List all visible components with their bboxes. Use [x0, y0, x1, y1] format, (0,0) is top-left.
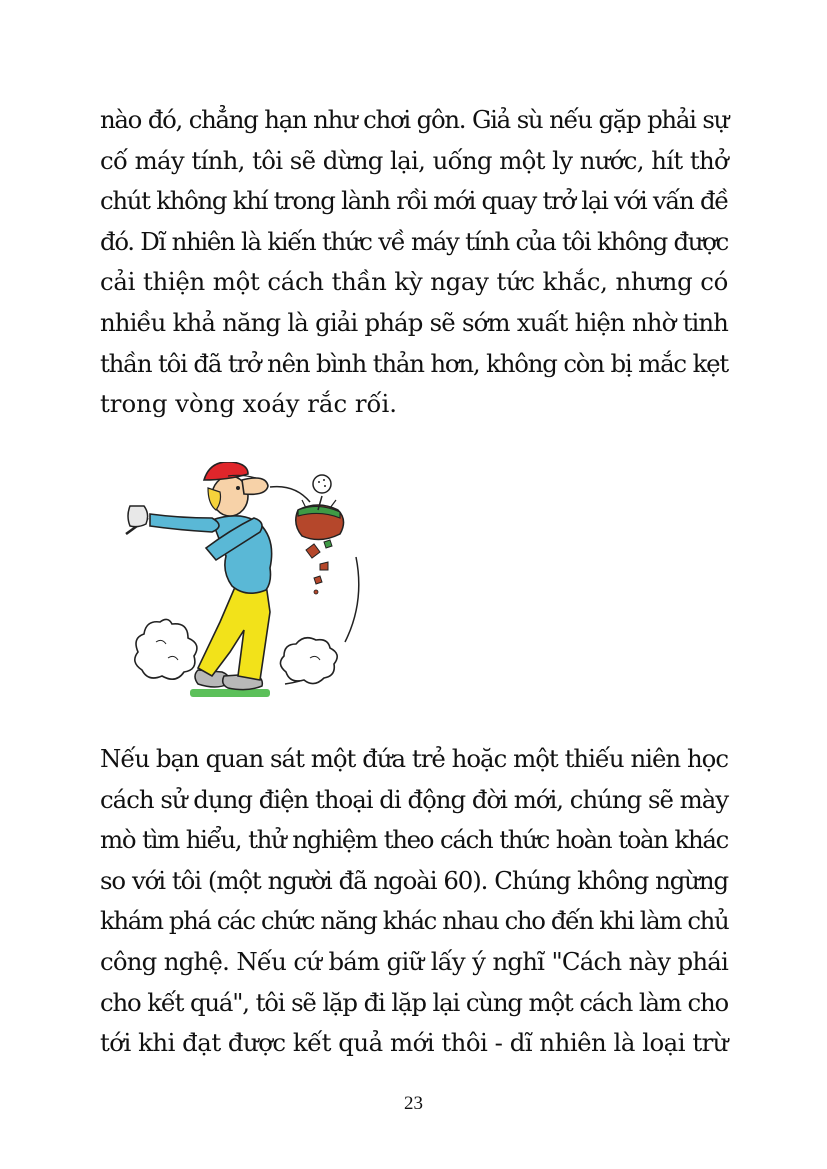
text-line: công nghệ. Nếu cứ bám giữ lấy ý nghĩ "Cách này phái [100, 946, 728, 976]
golfer-eye [236, 486, 240, 490]
swing-arc-line [345, 557, 359, 642]
text-line: thần tôi đã trở nên bình thản hơn, không còn bị mắc kẹt [100, 348, 728, 378]
grass-patch [190, 689, 270, 697]
text-line: khám phá các chức năng khác nhau cho đến khi làm chủ [100, 906, 729, 936]
text-line: cố máy tính, tôi sẽ dừng lại, uống một ly nước, hít thở [100, 145, 728, 175]
text-line: trong vòng xoáy rắc rối. [100, 389, 398, 419]
golfer-hair [208, 488, 221, 510]
debris [314, 576, 322, 584]
text-line: Nếu bạn quan sát một đứa trẻ hoặc một thiếu niên học [100, 744, 728, 773]
text-line: cải thiện một cách thần kỳ ngay tức khắc, nhưng có [100, 267, 728, 297]
debris [324, 540, 332, 548]
text-line: tới khi đạt được kết quả mới thôi - dĩ nhiên là loại trừ [100, 1028, 728, 1058]
golfer-cap [204, 462, 248, 480]
text-line: nào đó, chẳng hạn như chơi gôn. Giả sù nếu gặp phải sự [100, 105, 728, 134]
debris [314, 590, 318, 594]
paragraph-golf-analogy [100, 100, 728, 425]
dust-cloud-right [280, 638, 337, 684]
golfer-nose [242, 478, 268, 494]
golfer-cartoon-icon [120, 462, 370, 702]
dust-cloud-left [135, 619, 197, 679]
text-line: cách sử dụng điện thoại di động đời mới, chúng sẽ mày [100, 784, 729, 814]
text-line: cho kết quá", tôi sẽ lặp đi lặp lại cùng một cách làm cho [100, 987, 728, 1017]
text-line: chút không khí trong lành rồi mới quay trở lại với vấn đề [100, 186, 728, 216]
text-line: mò tìm hiểu, thử nghiệm theo cách thức hoàn toàn khác [100, 825, 728, 855]
text-line: nhiều khả năng là giải pháp sẽ sớm xuất hiện nhờ tinh [100, 307, 728, 337]
swing-arc-line [270, 487, 310, 502]
paragraph-phone-learning [100, 739, 728, 1064]
text-line: đó. Dĩ nhiên là kiến thức về máy tính của tôi không được [100, 226, 728, 256]
debris [320, 562, 328, 570]
golf-ball [313, 475, 331, 493]
text-line: so với tôi (một người đã ngoài 60). Chúng không ngừng [100, 865, 728, 895]
page-number: 23 [404, 1093, 423, 1114]
golfer-arm [150, 514, 219, 532]
golfer-pants [198, 580, 270, 680]
debris [306, 544, 320, 558]
golfer-hand [128, 506, 148, 527]
